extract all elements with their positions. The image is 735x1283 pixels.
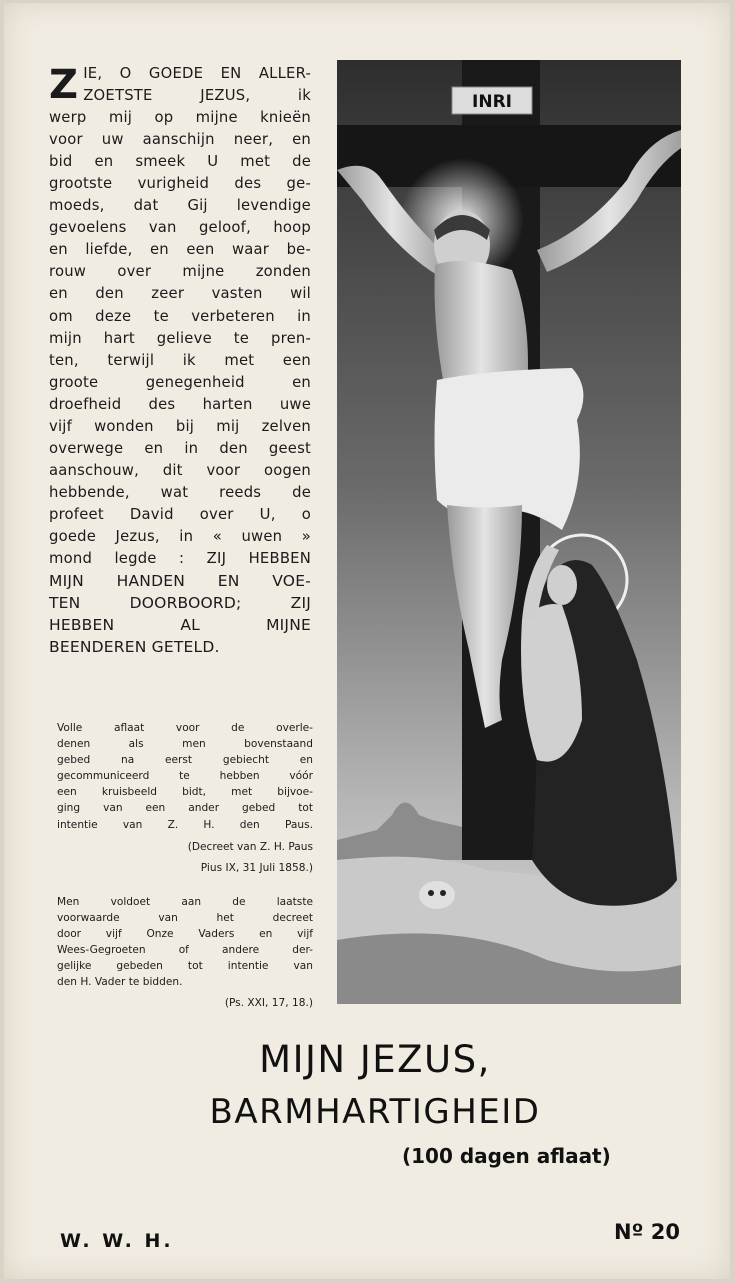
skull-eye (428, 890, 434, 896)
prayer-line: MIJN HANDEN EN VOE- (49, 572, 311, 591)
crucifixion-picture (337, 60, 681, 1004)
note-line: voorwaarde van het decreet (57, 912, 313, 925)
note-line: Wees-Gegroeten of andere der- (57, 944, 313, 957)
prayer-line: mond legde : ZIJ HEBBEN (49, 550, 311, 568)
note-line: den H. Vader te bidden. (57, 976, 183, 989)
prayer-line: vijf wonden bij mij zelven (49, 417, 311, 435)
prayer-text (49, 63, 311, 658)
note-line: gecommuniceerd te hebben vóór (57, 770, 313, 783)
card-number: Nº 20 (614, 1220, 680, 1244)
prayer-line: en den zeer vasten wil (49, 285, 311, 303)
prayer-line: om deze te verbeteren in (49, 307, 311, 325)
prayer-line: goede Jezus, in « uwen » (49, 527, 311, 545)
prayer-line: aanschouw, dit voor oogen (49, 461, 311, 479)
condition-note (57, 894, 313, 1011)
prayer-line: profeet David over U, o (49, 505, 311, 523)
indulgence-note (57, 720, 313, 876)
prayer-line: HEBBEN AL MIJNE (49, 616, 311, 635)
prayer-line: rouw over mijne zonden (49, 263, 311, 281)
prayer-line: grootste vurigheid des ge- (49, 175, 311, 193)
crucifixion-illustration (337, 60, 681, 1004)
title-line-2: BARMHARTIGHEID (209, 1092, 541, 1132)
prayer-line: werp mij op mijne knieën (49, 109, 311, 127)
publisher-initials: W. W. H. (60, 1230, 174, 1252)
note-line: Volle aflaat voor de overle- (57, 722, 313, 734)
saint-face (547, 565, 577, 605)
prayer-line: mijn hart gelieve te pren- (49, 329, 311, 347)
psalm-reference: (Ps. XXI, 17, 18.) (224, 996, 313, 1009)
prayer-line: IE, O GOEDE EN ALLER- (83, 65, 311, 82)
prayer-line: overwege en in den geest (49, 439, 311, 457)
note-line: gebed na eerst gebiecht en (57, 754, 313, 767)
drop-cap: Z (49, 62, 79, 108)
prayer-line: voor uw aanschijn neer, en (49, 131, 311, 149)
subtitle: (100 dagen aflaat) (402, 1144, 611, 1168)
note-line: ging van een ander gebed tot (57, 802, 313, 815)
decree-source: Pius IX, 31 Juli 1858.) (200, 861, 313, 874)
prayer-line: ten, terwijl ik met een (49, 351, 311, 369)
prayer-line: TEN DOORBOORD; ZIJ (49, 594, 311, 613)
note-line: intentie van Z. H. den Paus. (57, 818, 313, 831)
note-line: door vijf Onze Vaders en vijf (57, 928, 313, 941)
decree-source: (Decreet van Z. H. Paus (187, 840, 313, 853)
prayer-line: moeds, dat Gij levendige (49, 197, 311, 215)
title-line-1: MIJN JEZUS, (259, 1038, 491, 1081)
prayer-line: bid en smeek U met de (49, 153, 311, 171)
prayer-line: droefheid des harten uwe (49, 395, 311, 413)
prayer-line: hebbende, wat reeds de (49, 483, 311, 501)
prayer-line: groote genegenheid en (49, 373, 311, 391)
note-line: een kruisbeeld bidt, met bijvoe- (57, 786, 313, 799)
skull (419, 881, 455, 909)
note-line: denen als men bovenstaand (57, 738, 313, 751)
loincloth (435, 368, 584, 530)
prayer-line: ZOETSTE JEZUS, ik (83, 87, 311, 105)
note-line: gelijke gebeden tot intentie van (57, 960, 313, 973)
inri-inscription: INRI (472, 92, 512, 112)
note-line: Men voldoet aan de laatste (57, 896, 313, 908)
prayer-line: BEENDEREN GETELD. (49, 638, 220, 657)
skull-eye (440, 890, 446, 896)
prayer-line: en liefde, en een waar be- (49, 241, 311, 259)
prayer-line: gevoelens van geloof, hoop (49, 219, 311, 237)
